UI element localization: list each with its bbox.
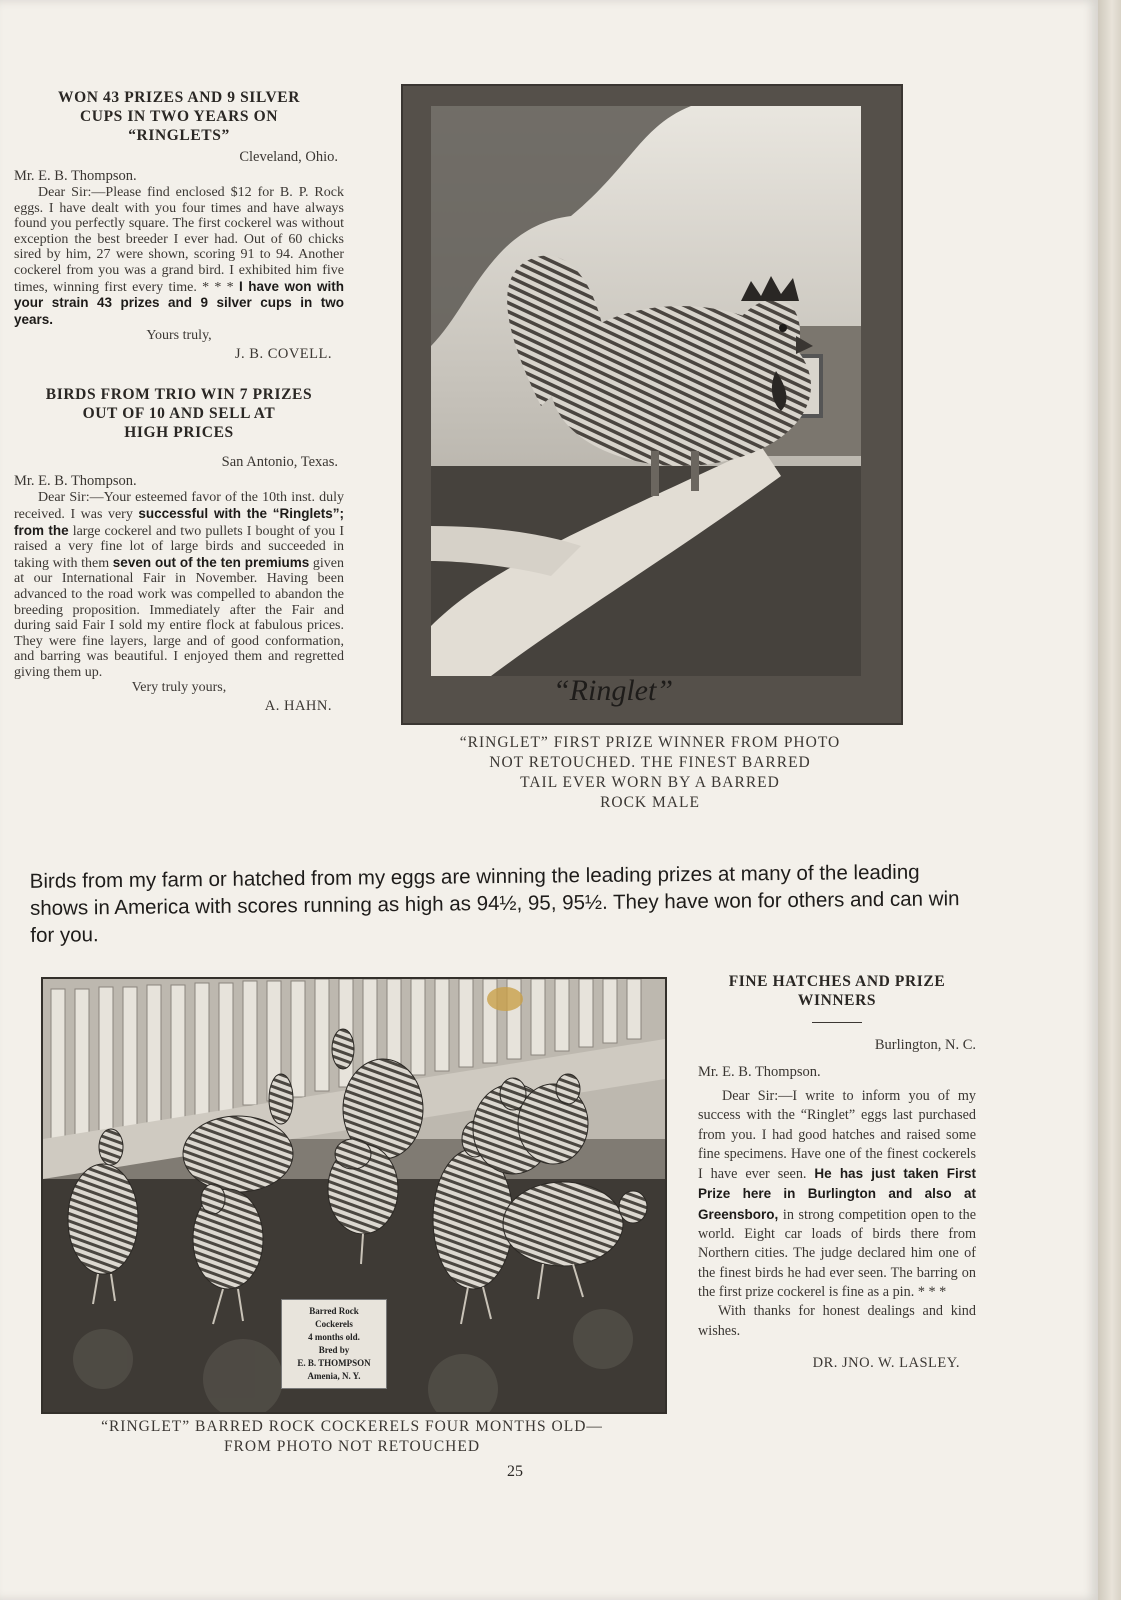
cockerels-sign bbox=[281, 1299, 387, 1389]
cockerels-photo bbox=[41, 977, 667, 1414]
letter3-body bbox=[698, 1087, 976, 1302]
cockerels-caption-line1: “RINGLET” BARRED ROCK COCKERELS FOUR MONTHS OLD— bbox=[101, 1418, 603, 1435]
letter3-signer: DR. JNO. W. LASLEY. bbox=[812, 1354, 960, 1371]
letter2-headline-line3: HIGH PRICES bbox=[124, 424, 234, 442]
sign-line1: Barred Rock bbox=[309, 1306, 359, 1316]
rooster-caption-line1: “RINGLET” FIRST PRIZE WINNER FROM PHOTO bbox=[459, 734, 841, 751]
rooster-photo bbox=[401, 84, 903, 725]
letter1-body-bold: I have won with your strain 43 prizes and 9 silver cups in two years. bbox=[14, 278, 345, 327]
letter2-body-c: given at our International Fair in November. Having been advanced to the road work was compelled to abandon the breeding proposition. Immediately after the Fair and during said Fair I sold my entire flock at fabulous prices. They were fine layers, large and of good conformation, and barring was beautiful. I enjoyed them and regretted giving them up. bbox=[14, 555, 344, 680]
letter1-headline-line2: CUPS IN TWO YEARS ON bbox=[79, 108, 279, 125]
letter-lasley bbox=[698, 972, 976, 1372]
letter-covell bbox=[14, 88, 344, 363]
ringlet-script-label: “Ringlet” bbox=[553, 674, 674, 707]
letter1-body-text: Dear Sir:—Please find enclosed $12 for B. P. Rock eggs. I have dealt with you four times and have always found you perfectly square. The first cockerel was without exception the best breeder I ever had. Out of 60 chicks sired by him, 27 were shown, scoring 91 to 94. Another cockerel from you was a grand bird. I exhibited him five times, winning first every time. * * * bbox=[14, 185, 344, 295]
letter2-signer: A. HAHN. bbox=[264, 698, 332, 715]
page-number: 25 bbox=[507, 1463, 523, 1480]
letter2-headline-line2: OUT OF 10 AND SELL AT bbox=[82, 405, 276, 423]
left-column bbox=[14, 88, 344, 715]
letter3-body-bold: He has just taken First Prize here in Burlington and also at Greensboro, bbox=[698, 1166, 977, 1222]
headline-divider bbox=[812, 1022, 862, 1023]
rooster-caption-line3: TAIL EVER WORN BY A BARRED bbox=[520, 774, 780, 791]
letter2-place: San Antonio, Texas. bbox=[221, 454, 338, 471]
page-edge bbox=[1098, 0, 1121, 1600]
letter1-closing: Yours truly, bbox=[146, 328, 212, 344]
letter1-salutation: Mr. E. B. Thompson. bbox=[14, 168, 137, 184]
letter-hahn bbox=[14, 385, 344, 715]
sign-line6: Amenia, N. Y. bbox=[307, 1371, 361, 1381]
sign-line2: Cockerels bbox=[315, 1319, 353, 1329]
cockerels-caption-line2: FROM PHOTO NOT RETOUCHED bbox=[223, 1438, 481, 1455]
letter3-place: Burlington, N. C. bbox=[874, 1037, 976, 1053]
letter3-headline-line2: WINNERS bbox=[797, 992, 877, 1009]
tagline: Birds from my farm or hatched from my eggs are winning the leading prizes at many of the leading shows in America with scores running as high as 94½, 95, 95½. They have won for others and can win for you. bbox=[29, 860, 960, 947]
letter3-salutation: Mr. E. B. Thompson. bbox=[698, 1064, 821, 1080]
letter2-body-b: large cockerel and two pullets I bought of you I raised a very fine lot of large birds and succeeded in taking with them bbox=[14, 523, 345, 571]
letter1-headline-line3: “RINGLETS” bbox=[128, 127, 230, 144]
letter1-headline-line1: WON 43 PRIZES AND 9 SILVER bbox=[58, 89, 300, 106]
letter2-body-bold-b: seven out of the ten premiums bbox=[112, 554, 310, 570]
letter2-salutation: Mr. E. B. Thompson. bbox=[14, 473, 137, 490]
letter3-body-c: With thanks for honest dealings and kind wishes. bbox=[698, 1303, 976, 1339]
letter3-headline-line1: FINE HATCHES AND PRIZE bbox=[728, 973, 946, 990]
sign-line4: Bred by bbox=[318, 1345, 350, 1355]
sign-line5: E. B. THOMPSON bbox=[297, 1358, 371, 1368]
letter2-body-bold-a: successful with the “Ringlets”; from the bbox=[14, 505, 345, 538]
letter1-body bbox=[14, 185, 344, 328]
rooster-illustration bbox=[431, 106, 861, 676]
letter2-body bbox=[14, 490, 344, 680]
letter1-place: Cleveland, Ohio. bbox=[239, 149, 338, 165]
letter2-headline-line1: BIRDS FROM TRIO WIN 7 PRIZES bbox=[45, 386, 313, 404]
rooster-caption-line2: NOT RETOUCHED. THE FINEST BARRED bbox=[489, 754, 811, 771]
letter2-closing: Very truly yours, bbox=[131, 680, 227, 696]
rooster-photo-image bbox=[431, 106, 861, 676]
letter1-signer: J. B. COVELL. bbox=[234, 346, 332, 363]
rooster-caption bbox=[401, 733, 899, 813]
sign-line3: 4 months old. bbox=[308, 1332, 360, 1342]
cockerels-caption bbox=[41, 1417, 663, 1457]
rooster-caption-line4: ROCK MALE bbox=[600, 794, 700, 811]
letter3-body-a: Dear Sir:—I write to inform you of my success with the “Ringlet” eggs last purchased from you. I had good hatches and raised some fine specimens. Have one of the finest cockerels I have ever seen. bbox=[698, 1088, 976, 1183]
letter2-body-a: Dear Sir:—Your esteemed favor of the 10th inst. duly received. I was very bbox=[14, 490, 344, 522]
letter3-body-b: in strong competition open to the world. Eight car loads of birds there from Northern cities. The judge declared him one of the finest birds he had ever seen. The barring on the first prize cockerel is fine as a pin. * * * bbox=[698, 1206, 977, 1300]
